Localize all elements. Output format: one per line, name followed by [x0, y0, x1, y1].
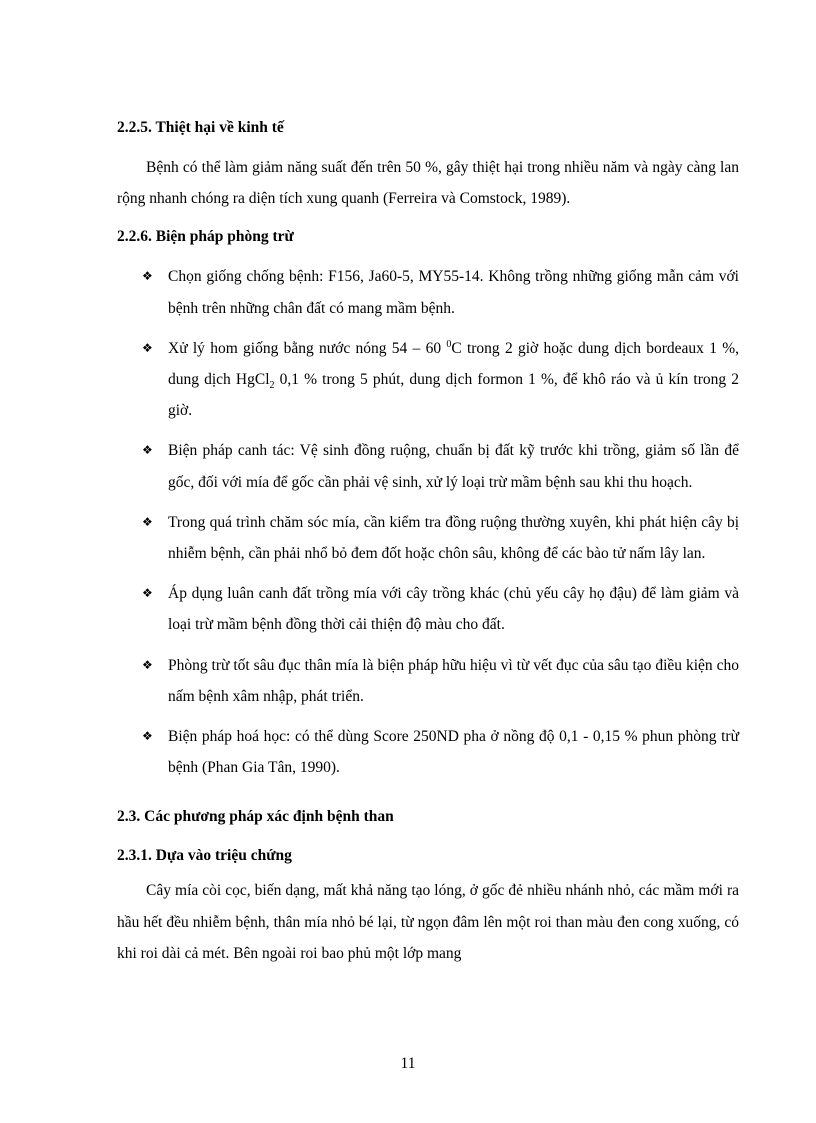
page-number: 11: [400, 1055, 416, 1072]
diamond-bullet-icon: ❖: [142, 514, 153, 529]
diamond-bullet-icon: ❖: [142, 657, 153, 672]
diamond-bullet-icon: ❖: [142, 729, 153, 744]
list-item-text: Chọn giống chống bệnh: F156, Ja60-5, MY55-14. Không trồng những giống mẫn cảm với bệnh trên những chân đất có mang mầm bệnh.: [168, 268, 739, 317]
superscript-degree: 0: [446, 338, 452, 350]
list-item: [117, 261, 739, 323]
list-item-text-part: 0,1 % trong 5 phút, dung dịch formon 1 %, để khô ráo và ủ kín trong 2 giờ.: [168, 371, 739, 420]
list-item-text: Biện pháp canh tác: Vệ sinh đồng ruộng, chuẩn bị đất kỹ trước khi trồng, giảm số lần để gốc, đối với mía để gốc cần phải vệ sinh, xử lý loại trừ mầm bệnh sau khi thu hoạch.: [168, 442, 739, 491]
heading-2-3-1: 2.3.1. Dựa vào triệu chứng: [117, 847, 292, 865]
paragraph-symptoms: Cây mía còi cọc, biến dạng, mất khả năng tạo lóng, ở gốc đẻ nhiều nhánh nhỏ, các mầm mới ra hầu hết đều nhiễm bệnh, thân mía nhỏ bé lại, từ ngọn đâm lên một roi than màu đen cong xuống, có khi roi dài cả mét. Bên ngoài roi bao phủ một lớp mang: [117, 882, 739, 962]
list-item-text: Biện pháp hoá học: có thể dùng Score 250ND pha ở nồng độ 0,1 - 0,15 % phun phòng trừ bệnh (Phan Gia Tân, 1990).: [168, 728, 739, 777]
heading-2-2-6: 2.2.6. Biện pháp phòng trừ: [117, 228, 294, 246]
heading-2-2-5: 2.2.5. Thiệt hại về kinh tế: [117, 119, 284, 136]
diamond-bullet-icon: ❖: [142, 269, 153, 284]
diamond-bullet-icon: ❖: [142, 586, 153, 601]
list-item-text-part: Xử lý hom giống bằng nước nóng 54 – 60: [168, 339, 447, 357]
list-item: [117, 578, 739, 640]
paragraph-economic-damage: Bệnh có thể làm giảm năng suất đến trên 50 %, gây thiệt hại trong nhiều năm và ngày càng lan rộng nhanh chóng ra diện tích xung quanh (Ferreira và Comstock, 1989).: [117, 159, 739, 208]
list-item-text: [168, 340, 739, 419]
list-item-text: Trong quá trình chăm sóc mía, cần kiểm tra đồng ruộng thường xuyên, khi phát hiện cây bị nhiễm bệnh, cần phải nhổ bỏ đem đốt hoặc chôn sâu, không để các bào tử nấm lây lan.: [168, 513, 739, 563]
subscript-two: 2: [269, 380, 275, 392]
list-item-text: Áp dụng luân canh đất trồng mía với cây trồng khác (chủ yếu cây họ đậu) để làm giảm và loại trừ mầm bệnh đồng thời cải thiện độ màu cho đất.: [168, 585, 739, 634]
list-item: [117, 650, 739, 712]
diamond-bullet-icon: ❖: [142, 340, 153, 355]
diamond-bullet-icon: ❖: [142, 443, 153, 458]
list-item: [117, 435, 739, 497]
list-item: [117, 721, 739, 783]
list-item-text-part: C trong 2 giờ hoặc dung dịch bordeaux 1 %, dung dịch HgCl: [168, 339, 739, 389]
page-body: [117, 112, 739, 969]
list-item-text: Phòng trừ tốt sâu đục thân mía là biện pháp hữu hiệu vì từ vết đục của sâu tạo điều kiện cho nấm bệnh xâm nhập, phát triển.: [168, 656, 739, 705]
list-item: [117, 333, 739, 427]
heading-2-3: 2.3. Các phương pháp xác định bệnh than: [117, 808, 394, 826]
list-item: [117, 507, 739, 569]
prevention-measures-list: [117, 261, 739, 783]
